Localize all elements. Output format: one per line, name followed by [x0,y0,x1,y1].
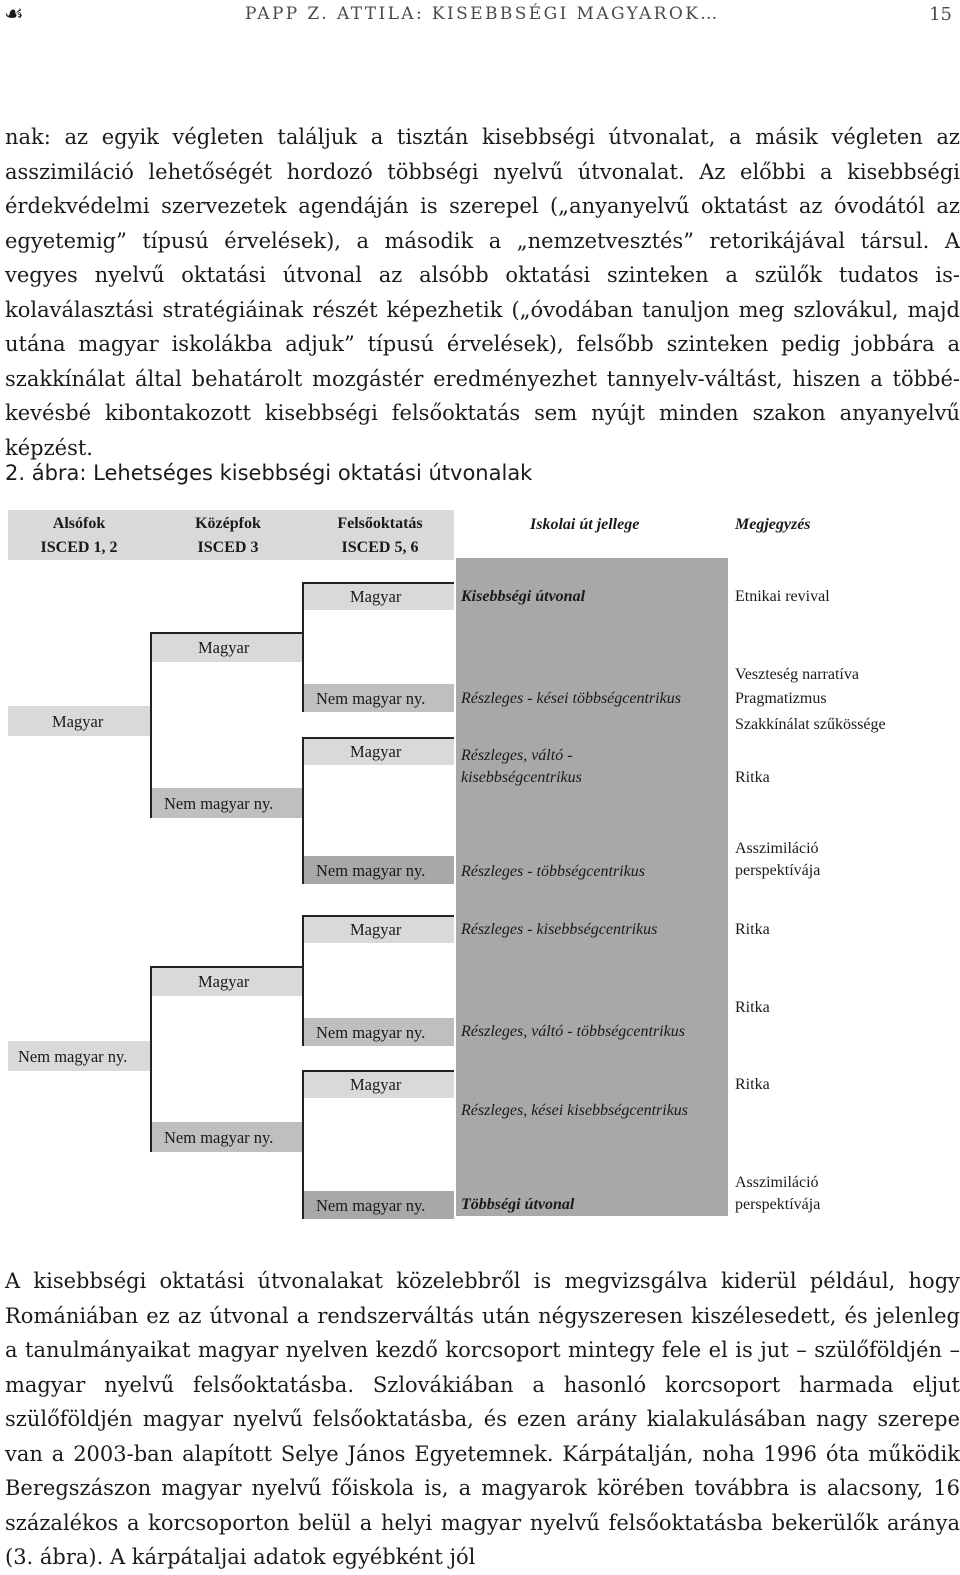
col-header-remark: Megjegyzés [735,516,811,533]
body-paragraph-2: A kisebbségi oktatási útvonalakat közelebbről is megvizsgálva kiderül például, hogy Romániában ez az útvonal a rendszerváltás után négyszeresen kiszélesedett, és jelenleg a tanulmányaikat magyar nyelven kezdő korcsoport mintegy fele el is jut – szülőföldjén – magyar nyelvű felsőoktatásba. Szlovákiában a hasonló korcsoport harmada eljut szülőföldjén magyar nyelvű felsőoktatásba, és ezen arány kialakulásában nagy szerepe van a 2003-ban alapított Selye János Egyetemnek. Kárpátalján, noha 1996 óta működik Beregszászon magyar nyelvű főiskola is, a magyarok körében továbbra is alacsony, 16 százalékos a korcsoporton belül a helyi magyar nyelvű felsőoktatásba bekerülők aránya (3. ábra). A kárpátaljai adatok egyébként jól [5,1269,960,1569]
running-title: PAPP Z. ATTILA: KISEBBSÉGI MAGYAROK… [245,4,720,24]
pathway-diagram [0,508,960,1220]
connector-line [302,737,454,739]
col-header-secondary-sub: ISCED 3 [197,539,259,556]
connector-line [302,737,304,884]
remark-label: Pragmatizmus [735,690,827,707]
connector-line [150,966,152,1152]
path-type-label: Részleges - többségcentrikus [461,863,645,880]
level3-label: Nem magyar ny. [316,1023,426,1042]
level3-label: Magyar [350,587,402,606]
level3-box [304,1070,454,1098]
level2-label: Nem magyar ny. [164,1128,274,1147]
remark-label: Asszimiláció [735,840,819,857]
level2-box [152,966,302,996]
col-header-primary-sub: ISCED 1, 2 [40,539,118,556]
connector-line [302,1070,304,1219]
connector-line [150,966,302,968]
level3-box [304,856,454,884]
level3-label: Magyar [350,1075,402,1094]
remark-label: Ritka [735,999,770,1016]
level3-label: Nem magyar ny. [316,861,426,880]
level3-label: Magyar [350,920,402,939]
col-header-secondary-title: Középfok [195,515,261,532]
level3-box [304,684,454,712]
ornament-icon: ☙ [4,2,24,27]
level2-box [152,632,302,662]
path-type-label: Többségi útvonal [461,1196,575,1213]
col-header-primary-title: Alsófok [52,515,106,532]
path-type-label: Kisebbségi útvonal [461,588,586,605]
level1-label: Nem magyar ny. [18,1047,128,1066]
figure-caption: 2. ábra: Lehetséges kisebbségi oktatási útvonalak [5,461,533,485]
col-header-tertiary-title: Felsőoktatás [337,515,423,532]
path-type-label: Részleges - kisebbségcentrikus [461,921,658,938]
remark-label: Ritka [735,1076,770,1093]
remark-label: Szakkínálat szűkössége [735,716,886,733]
running-header [0,0,960,40]
level1-box [8,706,150,736]
level3-label: Magyar [350,742,402,761]
level3-box [304,1018,454,1046]
connector-line [302,915,454,917]
remark-label: Asszimiláció [735,1174,819,1191]
level3-box [304,737,454,765]
path-type-label: Részleges, váltó - [461,747,573,764]
connector-line [302,915,304,1046]
connector-line [302,582,454,584]
level3-box [304,915,454,943]
col-header-tertiary [310,512,450,560]
remark-label: perspektívája [735,862,821,879]
level2-box [152,1122,302,1152]
connector-line [150,632,302,634]
level1-label: Magyar [52,712,104,731]
level2-label: Magyar [198,638,250,657]
remark-label: Ritka [735,769,770,786]
remark-label: Etnikai revival [735,588,830,605]
path-type-label: Részleges - kései többségcentrikus [461,690,681,707]
path-type-label: Részleges, kései kisebbségcentrikus [461,1102,689,1119]
col-header-primary [14,512,144,560]
remark-label: Veszteség narratíva [735,666,859,683]
page-number: 15 [929,4,952,25]
path-type-label: kisebbségcentrikus [461,769,582,786]
body-paragraph-1: nak: az egyik végleten találjuk a tisztán kisebbségi útvonalat, a másik végleten az asszimiláció lehetőségét hordozó többségi nyelvű útvonalat. Az előbbi a kisebbségi érdekvédelmi szervezetek agendáján is szerepel („anyanyelvű oktatást az óvodától az egyetemig” típusú érvelések), a második a „nemzetvesztés” retorikájával társul. A vegyes nyelvű oktatási útvonal az alsóbb oktatási szinteken a szülők tudatos iskolaválasztási stratégiáinak részét képezhetik („óvodában tanuljon meg szlovákul, majd utána magyar iskolákba adjuk” típusú érvelések), felsőbb szinteken pedig jobbára a szakkínálat által behatárolt mozgástér eredményezhet tannyelv-váltást, hiszen a többé-kevésbé kibontakozott kisebbségi felsőoktatás sem nyújt minden szakon anyanyelvű képzést. [5,125,960,460]
col-header-path-type: Iskolai út jellege [530,516,640,533]
remark-label: perspektívája [735,1196,821,1213]
path-type-label: Részleges, váltó - többségcentrikus [461,1023,685,1040]
level3-box [304,582,454,610]
connector-line [302,582,304,712]
level3-box [304,1191,454,1219]
col-header-tertiary-sub: ISCED 5, 6 [341,539,419,556]
level2-label: Magyar [198,972,250,991]
level3-label: Nem magyar ny. [316,689,426,708]
connector-line [150,632,152,818]
connector-line [302,1070,454,1072]
level1-box [8,1041,150,1071]
level3-label: Nem magyar ny. [316,1196,426,1215]
level2-label: Nem magyar ny. [164,794,274,813]
level2-box [152,788,302,818]
col-header-secondary [163,512,293,560]
remark-label: Ritka [735,921,770,938]
